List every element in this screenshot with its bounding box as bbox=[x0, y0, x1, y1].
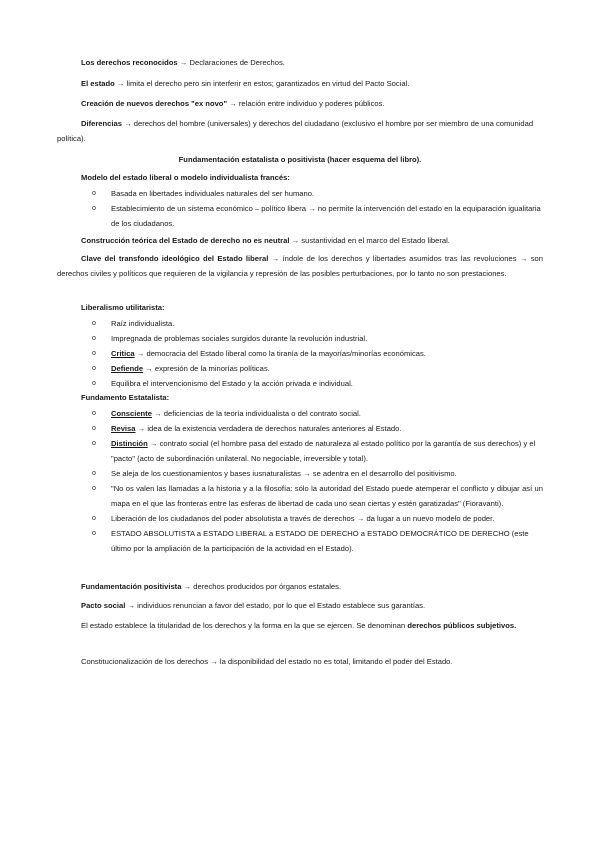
text-construccion: sustantividad en el marco del Estado liberal. bbox=[301, 236, 450, 245]
text-constitucionalizacion-2: la disponibilidad del estado no es total, limitando el poder del Estado. bbox=[219, 657, 453, 666]
item-term: Defiende bbox=[111, 364, 144, 373]
list-item bbox=[57, 511, 543, 526]
item-term: Distinción bbox=[111, 439, 148, 448]
text-creacion: relación entre individuo y poderes públicos. bbox=[238, 99, 385, 108]
item-text: Raíz individualista. bbox=[111, 319, 175, 328]
bullet-icon: o bbox=[92, 380, 96, 387]
arrow-icon: → bbox=[145, 364, 153, 373]
bullet-icon: o bbox=[92, 485, 96, 492]
term-clave: Clave del transfondo ideológico del Estado liberal bbox=[81, 254, 269, 263]
line-construccion bbox=[57, 233, 543, 248]
bullet-icon: o bbox=[92, 365, 96, 372]
line-pacto-social bbox=[57, 598, 543, 613]
arrow-icon: → bbox=[136, 349, 145, 358]
bullet-icon: o bbox=[92, 320, 96, 327]
line-creacion bbox=[57, 96, 543, 111]
bullet-icon: o bbox=[92, 440, 96, 447]
item-text: Basada en libertades individuales naturales del ser humano. bbox=[111, 189, 315, 198]
liberalismo-list bbox=[57, 316, 543, 391]
term-creacion: Creación de nuevos derechos "ex novo" bbox=[81, 99, 228, 108]
arrow-icon: → bbox=[271, 254, 280, 263]
list-item bbox=[57, 376, 543, 391]
item-text: da lugar a un nuevo modelo de poder. bbox=[366, 514, 495, 523]
line-clave bbox=[57, 251, 543, 281]
list-item bbox=[57, 466, 543, 481]
modelo-list bbox=[57, 186, 543, 231]
item-text: Se aleja de los cuestionamientos y bases iusnaturalistas bbox=[111, 469, 301, 478]
item-text: ESTADO ABSOLUTISTA a ESTADO LIBERAL a ESTADO DE DERECHO a ESTADO DEMOCRÁTICO DE DERECHO (este último por la ampliación de la participación de la actividad en el Estado). bbox=[111, 529, 529, 553]
period: . bbox=[514, 621, 517, 630]
list-item bbox=[57, 331, 543, 346]
list-item bbox=[57, 421, 543, 436]
arrow-icon: → bbox=[308, 204, 316, 213]
list-item bbox=[57, 436, 543, 466]
item-text: contrato social (el hombre pasa del estado de naturaleza al estado político por la garantía de sus derechos) y el "pacto" (acto de subordinación unilateral. No negociable, irreversible y total). bbox=[111, 439, 536, 463]
arrow-icon: → bbox=[124, 119, 132, 128]
arrow-icon: → bbox=[210, 657, 218, 666]
line-derechos-reconocidos bbox=[57, 55, 543, 70]
center-heading: Fundamentación estatalista o positivista (hacer esquema del libro). bbox=[178, 155, 422, 164]
line-constitucionalizacion bbox=[57, 654, 543, 669]
bullet-icon: o bbox=[92, 350, 96, 357]
text-clave-2: son derechos civiles y políticos que requieren de la vigilancia y represión de las posibles perturbaciones, por lo tanto no son prestaciones. bbox=[57, 254, 543, 278]
bullet-icon: o bbox=[92, 425, 96, 432]
bullet-icon: o bbox=[92, 190, 96, 197]
arrow-icon: → bbox=[303, 469, 311, 478]
text-declaraciones: Declaraciones de Derechos. bbox=[189, 58, 285, 67]
arrow-icon: → bbox=[183, 582, 192, 591]
bullet-icon: o bbox=[92, 515, 96, 522]
text-fundamentacion-positivista: derechos producidos por órganos estatales. bbox=[193, 582, 342, 591]
text-clave-1: índole de los derechos y libertades asumidos tras las revoluciones bbox=[282, 254, 517, 263]
bullet-icon: o bbox=[92, 530, 96, 537]
bullet-icon: o bbox=[92, 205, 96, 212]
arrow-icon: → bbox=[519, 254, 528, 263]
arrow-icon: → bbox=[179, 58, 188, 67]
term-construccion: Construcción teórica del Estado de derecho no es neutral bbox=[81, 236, 290, 245]
item-term: Consciente bbox=[111, 409, 152, 418]
item-term: Critica bbox=[111, 349, 135, 358]
arrow-icon: → bbox=[137, 424, 146, 433]
term-diferencias: Diferencias bbox=[81, 119, 122, 128]
item-text: idea de la existencia verdadera de derechos naturales anteriores al Estado. bbox=[147, 424, 402, 433]
item-text: deficiencias de la teoría individualista o del contrato social. bbox=[163, 409, 361, 418]
arrow-icon: → bbox=[149, 439, 158, 448]
line-estado-establece bbox=[57, 618, 543, 633]
list-item bbox=[57, 346, 543, 361]
item-text: democracia del Estado liberal como la tiranía de la mayorías/minorías económicas. bbox=[146, 349, 426, 358]
fundamento-list bbox=[57, 406, 543, 556]
list-item bbox=[57, 481, 543, 511]
bullet-icon: o bbox=[92, 335, 96, 342]
arrow-icon: → bbox=[116, 79, 125, 88]
line-diferencias bbox=[57, 116, 543, 146]
arrow-icon: → bbox=[127, 601, 136, 610]
item-text: Equilibra el intervencionismo del Estado y la acción privada e individual. bbox=[111, 379, 353, 388]
bullet-icon: o bbox=[92, 410, 96, 417]
fundamento-heading: Fundamento Estatalista: bbox=[81, 393, 170, 402]
bullet-icon: o bbox=[92, 470, 96, 477]
liberalismo-heading: Liberalismo utilitarista: bbox=[81, 303, 165, 312]
item-text: Liberación de los ciudadanos del poder absolutista a través de derechos bbox=[111, 514, 355, 523]
list-item bbox=[57, 406, 543, 421]
arrow-icon: → bbox=[154, 409, 162, 418]
item-text: se adentra en el desarrollo del positivismo. bbox=[312, 469, 457, 478]
line-el-estado bbox=[57, 76, 543, 91]
modelo-heading: Modelo del estado liberal o modelo individualista francés: bbox=[81, 173, 290, 182]
item-term: Revisa bbox=[111, 424, 136, 433]
term-derechos-reconocidos: Los derechos reconocidos bbox=[81, 58, 178, 67]
term-pacto-social: Pacto social bbox=[81, 601, 126, 610]
arrow-icon: → bbox=[229, 99, 237, 108]
arrow-icon: → bbox=[356, 514, 365, 523]
list-item bbox=[57, 526, 543, 556]
item-text: Establecimiento de un sistema económico – político libera bbox=[111, 204, 307, 213]
text-diferencias: derechos del hombre (universales) y derechos del ciudadano (exclusivo el hombre por ser miembro de una comunidad política). bbox=[57, 119, 534, 143]
list-item bbox=[57, 316, 543, 331]
item-text: expresión de la minorías políticas. bbox=[154, 364, 270, 373]
item-text: Impregnada de problemas sociales surgidos durante la revolución industrial. bbox=[111, 334, 368, 343]
text-pacto-social: individuos renuncian a favor del estado, por lo que el Estado establece sus garantías. bbox=[137, 601, 426, 610]
text-constitucionalizacion-1: Constitucionalización de los derechos bbox=[81, 657, 209, 666]
item-text: no permite la intervención del estado en la equiparación igualitaria de los ciudadanos. bbox=[111, 204, 541, 228]
list-item bbox=[57, 186, 543, 201]
term-derechos-publicos: derechos públicos subjetivos bbox=[407, 621, 515, 630]
list-item bbox=[57, 361, 543, 376]
arrow-icon: → bbox=[291, 236, 300, 245]
text-el-estado: limita el derecho pero sin interferir en estos; garantizados en virtud del Pacto Social. bbox=[126, 79, 410, 88]
item-text: "No os valen las llamadas a la historia y a la filosofía: sólo la autoridad del Estado puede atemperar el conflicto y dibujar así un mapa en el que las fronteras entre las esferas de libertad de cada uno sean ciertas y estén garatizadas" (Fioravanti). bbox=[111, 484, 543, 508]
term-el-estado: El estado bbox=[81, 79, 115, 88]
text-estado-establece: El estado establece la titularidad de los derechos y la forma en la que se ejercen. Se denominan bbox=[81, 621, 406, 630]
line-fundamentacion-positivista bbox=[57, 579, 543, 594]
list-item bbox=[57, 201, 543, 231]
term-fundamentacion-positivista: Fundamentación positivista bbox=[81, 582, 182, 591]
